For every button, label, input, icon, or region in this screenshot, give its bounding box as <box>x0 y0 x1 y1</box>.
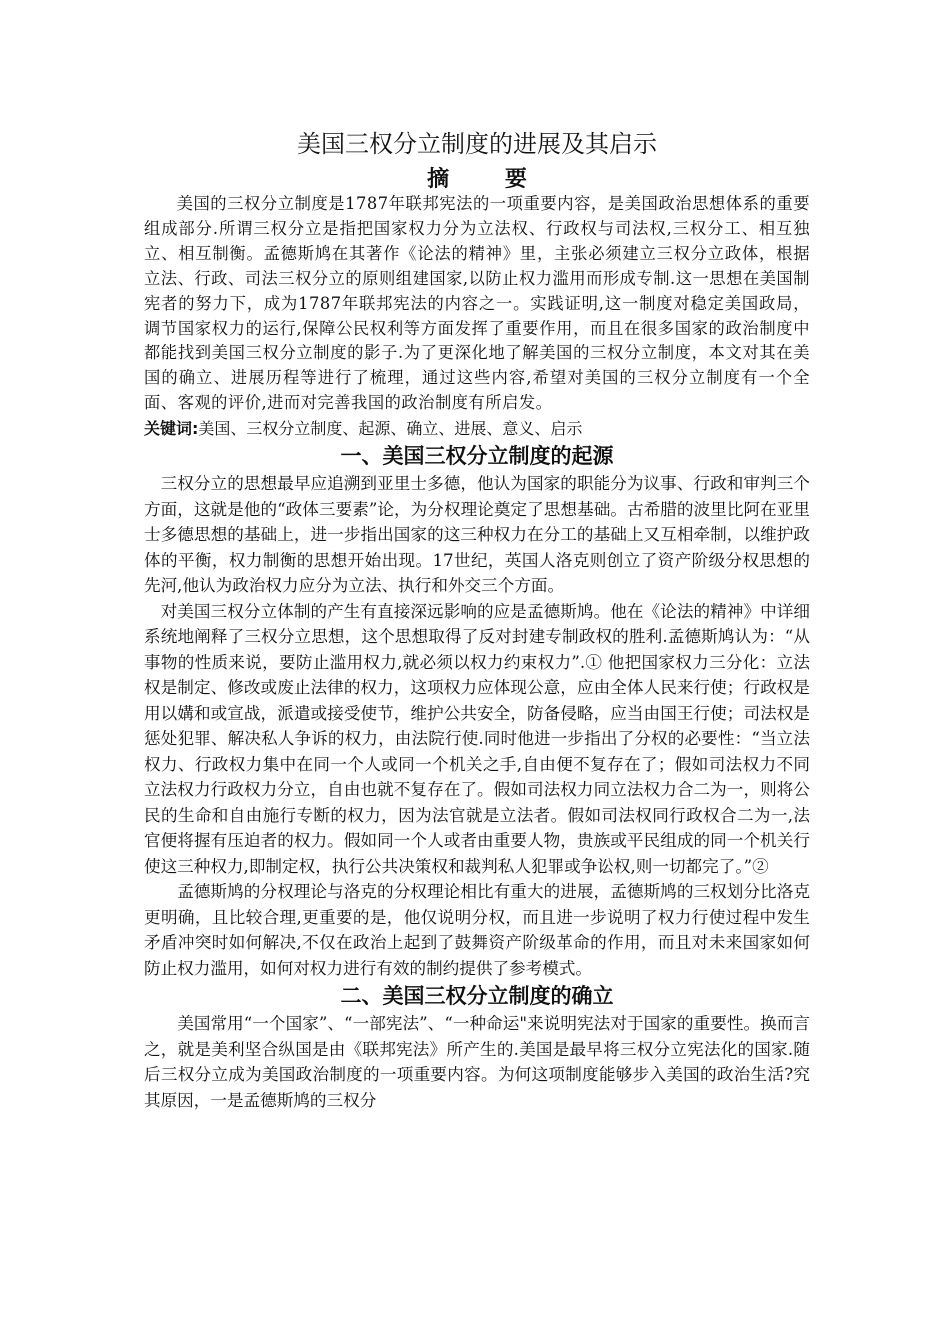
abstract-paragraph: 美国的三权分立制度是1787年联邦宪法的一项重要内容，是美国政治思想体系的重要组成部分.所谓三权分立是指把国家权力分为立法权、行政权与司法权,三权分工、相互独立、相互制衡。孟德斯鸠在其著作《论法的精神》里，主张必须建立三权分立政体，根据立法、行政、司法三权分立的原则组建国家,以防止权力滥用而形成专制.这一思想在美国制宪者的努力下，成为1787年联邦宪法的内容之一。实践证明,这一制度对稳定美国政局，调节国家权力的运行,保障公民权利等方面发挥了重要作用，而且在很多国家的政治制度中都能找到美国三权分立制度的影子.为了更深化地了解美国的三权分立制度，本文对其在美国的确立、进展历程等进行了梳理，通过这些内容,希望对美国的三权分立制度有一个全面、客观的评价,进而对完善我国的政治制度有所启发。 <box>144 194 810 413</box>
section-establishment <box>144 981 810 1113</box>
paragraph-origin-2: 对美国三权分立体制的产生有直接深远影响的应是孟德斯鸠。他在《论法的精神》中详细系统地阐释了三权分立思想，这个思想取得了反对封建专制政权的胜利.孟德斯鸠认为：“从事物的性质来说，要防止滥用权力,就必须以权力约束权力”.① 他把国家权力三分化：立法权是制定、修改或废止法律的权力，这项权力应体现公意，应由全体人民来行使；行政权是用以媾和或宣战，派遣或接受使节，维护公共安全，防备侵略，应当由国王行使；司法权是惩处犯罪、解决私人争诉的权力，由法院行使.同时他进一步指出了分权的必要性：“当立法权力、行政权力集中在同一个人或同一个机关之手,自由便不复存在了；假如司法权力不同立法权力行政权力分立，自由也就不复存在了。假如司法权力同立法权力合二为一，则将公民的生命和自由施行专断的权力，因为法官就是立法者。假如司法权同行政权合二为一,法官便将握有压迫者的权力。假如同一个人或者由重要人物，贵族或平民组成的同一个机关行使这三种权力,即制定权，执行公共决策权和裁判私人犯罪或争讼权,则一切都完了。”② <box>144 601 810 876</box>
section-heading-establishment: 二、美国三权分立制度的确立 <box>340 984 614 1009</box>
keywords-text: 美国、三权分立制度、起源、确立、进展、意义、启示 <box>198 419 583 439</box>
abstract-section <box>144 164 810 441</box>
document-title: 美国三权分立制度的进展及其启示 <box>297 130 657 158</box>
paragraph-origin-3: 孟德斯鸠的分权理论与洛克的分权理论相比有重大的进展，孟德斯鸠的三权划分比洛克更明确，且比较合理,更重要的是，他仅说明分权，而且进一步说明了权力行使过程中发生矛盾冲突时如何解决,不仅在政治上起到了鼓舞资产阶级革命的作用，而且对未来国家如何防止权力滥用，如何对权力进行有效的制约提供了参考模式。 <box>144 882 810 978</box>
section-heading-origin: 一、美国三权分立制度的起源 <box>340 444 614 469</box>
paragraph-establishment-1: 美国常用“一个国家”、“一部宪法”、“一种命运"来说明宪法对于国家的重要性。换而言之，就是美利坚合纵国是由《联邦宪法》所产生的.美国是最早将三权分立宪法化的国家.随后三权分立成为美国政治制度的一项重要内容。为何这项制度能够步入美国的政治生活?究其原因，一是孟德斯鸠的三权分 <box>144 1014 810 1110</box>
keywords-label: 关键词: <box>144 419 199 439</box>
section-origin <box>144 441 810 981</box>
abstract-heading: 摘 要 <box>427 166 551 192</box>
document-page <box>144 126 810 1113</box>
paragraph-origin-1: 三权分立的思想最早应追溯到亚里士多德，他认为国家的职能分为议事、行政和审判三个方面，这就是他的“政体三要素”论，为分权理论奠定了思想基础。古希腊的波里比阿在亚里士多德思想的基础上，进一步指出国家的这三种权力在分工的基础上又互相牵制，以维护政体的平衡，权力制衡的思想开始出现。17世纪，英国人洛克则创立了资产阶级分权思想的先河,他认为政治权力应分为立法、执行和外交三个方面。 <box>144 474 810 596</box>
keywords-line <box>144 416 810 441</box>
